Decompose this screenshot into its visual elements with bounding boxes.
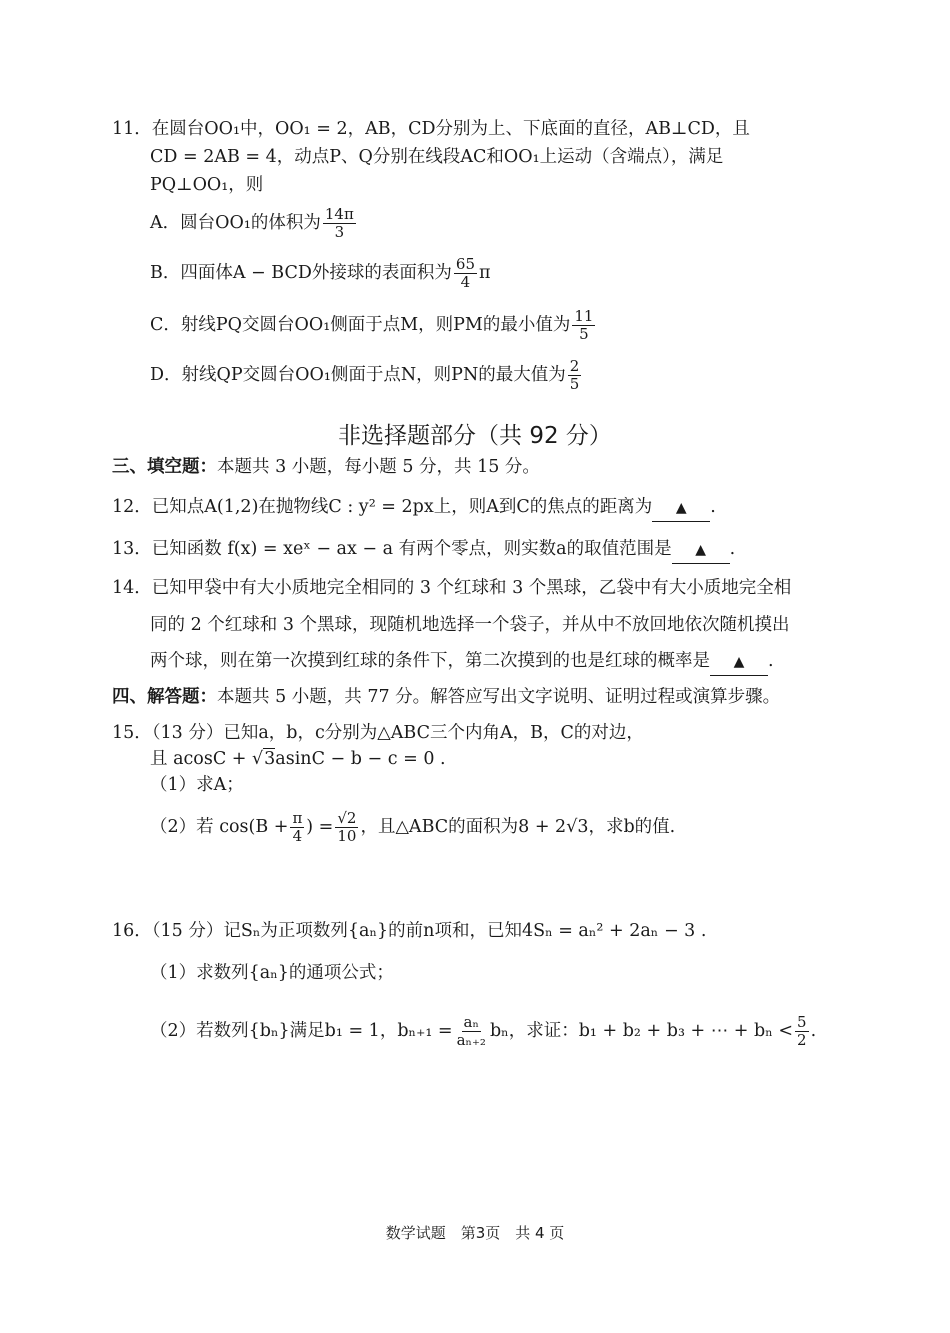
q15-part-2-post: ，且△ABC的面积为8 + 2√3，求b的值. <box>360 817 676 837</box>
q15-line-2: 且 acosC + √3asinC − b − c = 0 . <box>150 749 446 769</box>
q14-answer-blank <box>710 648 768 676</box>
q15-rhs-denominator: 10 <box>337 827 357 845</box>
part4-label: 四、解答题： <box>112 687 217 707</box>
q12-text: 12．已知点A(1,2)在抛物线C : y² = 2px上，则A到C的焦点的距离为 <box>112 497 653 517</box>
q15-pi-denominator: 4 <box>292 827 303 845</box>
q16-part-1: （1）求数列{aₙ}的通项公式； <box>150 963 394 983</box>
q11-option-c-denominator: 5 <box>579 325 589 343</box>
part4-description: 本题共 5 小题，共 77 分。解答应写出文字说明、证明过程或演算步骤。 <box>217 687 781 707</box>
q11-option-b <box>150 256 491 291</box>
q13-end: . <box>729 539 736 559</box>
part3-label: 三、填空题： <box>112 457 217 477</box>
q16-rhs-fraction <box>795 1014 809 1049</box>
triangle-icon: ▲ <box>733 654 745 670</box>
part3-description: 本题共 3 小题，每小题 5 分，共 15 分。 <box>217 457 540 477</box>
q11-option-a-text: A．圆台OO₁的体积为 <box>150 213 321 233</box>
q11-option-c-text: C．射线PQ交圆台OO₁侧面于点M，则PM的最小值为 <box>150 315 571 335</box>
q16-part-2-mid: bₙ，求证：b₁ + b₂ + b₃ + ⋯ + bₙ < <box>489 1021 794 1041</box>
q11-option-b-numerator: 65 <box>455 255 475 273</box>
q12-answer-blank <box>652 494 710 522</box>
q15-condition-post: asinC − b − c = 0 . <box>275 749 446 769</box>
q11-option-b-denominator: 4 <box>460 273 471 291</box>
q11-option-b-suffix: π <box>479 263 491 283</box>
q15-part-1: （1）求A； <box>150 775 244 795</box>
q16-rhs-numerator: 5 <box>797 1013 807 1031</box>
q13-text: 13．已知函数 f(x) = xeˣ − ax − a 有两个零点，则实数a的取值范围是 <box>112 539 672 559</box>
q15-pi-fraction <box>290 810 304 845</box>
q16-ratio-denominator: aₙ₊₂ <box>456 1031 486 1049</box>
q15-line-1: 15．（13 分）已知a，b，c分别为△ABC三个内角A，B，C的对边， <box>112 723 644 743</box>
q14-line-1: 14．已知甲袋中有大小质地完全相同的 3 个红球和 3 个黑球，乙袋中有大小质地完全相 <box>112 578 792 598</box>
q15-sqrt-radicand: 3 <box>264 749 276 769</box>
q12-line <box>112 494 716 522</box>
part4-heading <box>112 684 780 710</box>
q13-answer-blank <box>672 536 730 564</box>
q11-option-c-fraction <box>572 308 595 343</box>
q15-part-2-eq: ) = <box>306 817 334 837</box>
q11-stem-line-2: CD = 2AB = 4，动点P、Q分别在线段AC和OO₁上运动（含端点），满足 <box>150 147 724 167</box>
part3-heading <box>112 454 540 480</box>
triangle-icon: ▲ <box>695 542 706 558</box>
q11-option-d-numerator: 2 <box>569 357 580 375</box>
q11-option-a-fraction <box>323 206 356 241</box>
q15-rhs-fraction <box>335 810 358 845</box>
q11-option-a-numerator: 14π <box>324 205 354 223</box>
q15-pi-numerator: π <box>292 809 303 827</box>
q11-option-a-denominator: 3 <box>334 223 345 241</box>
q16-part-2 <box>150 1014 816 1049</box>
q16-line-1: 16．（15 分）记Sₙ为正项数列{aₙ}的前n项和，已知4Sₙ = aₙ² + 2aₙ − 3 . <box>112 921 707 941</box>
q14-end: . <box>768 651 774 671</box>
q11-option-c-numerator: 11 <box>574 307 594 325</box>
q16-part-2-pre: （2）若数列{bₙ}满足b₁ = 1，bₙ₊₁ = <box>150 1021 453 1041</box>
q15-rhs-numerator: √2 <box>337 809 357 827</box>
q11-option-d-text: D．射线QP交圆台OO₁侧面于点N，则PN的最大值为 <box>150 365 566 385</box>
q14-text: 两个球，则在第一次摸到红球的条件下，第二次摸到的也是红球的概率是 <box>150 651 710 671</box>
q16-ratio-fraction <box>455 1014 488 1049</box>
q11-option-b-text: B．四面体A − BCD外接球的表面积为 <box>150 263 452 283</box>
q11-stem-line-1: 11．在圆台OO₁中，OO₁ = 2，AB，CD分别为上、下底面的直径，AB⊥CD，且 <box>112 119 750 139</box>
q14-line-2: 同的 2 个红球和 3 个黑球，现随机地选择一个袋子，并从中不放回地依次随机摸出 <box>150 615 790 635</box>
q12-end: . <box>710 497 716 517</box>
q16-rhs-denominator: 2 <box>797 1031 807 1049</box>
q11-option-d-fraction <box>568 358 582 393</box>
q16-part-2-end: . <box>810 1021 817 1041</box>
q11-option-d-denominator: 5 <box>569 375 580 393</box>
q11-option-d <box>150 358 583 393</box>
section-title: 非选择题部分（共 92 分） <box>338 423 612 449</box>
page-footer: 数学试题 第3页 共 4 页 <box>385 1224 565 1242</box>
q14-line-3 <box>150 648 774 676</box>
q11-stem-line-3: PQ⊥OO₁，则 <box>150 175 264 195</box>
triangle-icon: ▲ <box>675 500 687 516</box>
q15-condition-pre: 且 acosC + <box>150 749 252 769</box>
q16-ratio-numerator: aₙ <box>463 1013 479 1031</box>
q11-option-b-fraction <box>454 256 477 291</box>
q11-option-c <box>150 308 597 343</box>
q15-part-2-pre: （2）若 cos(B + <box>150 817 289 837</box>
q11-option-a <box>150 206 358 241</box>
q13-line <box>112 536 735 564</box>
q15-part-2 <box>150 810 675 845</box>
